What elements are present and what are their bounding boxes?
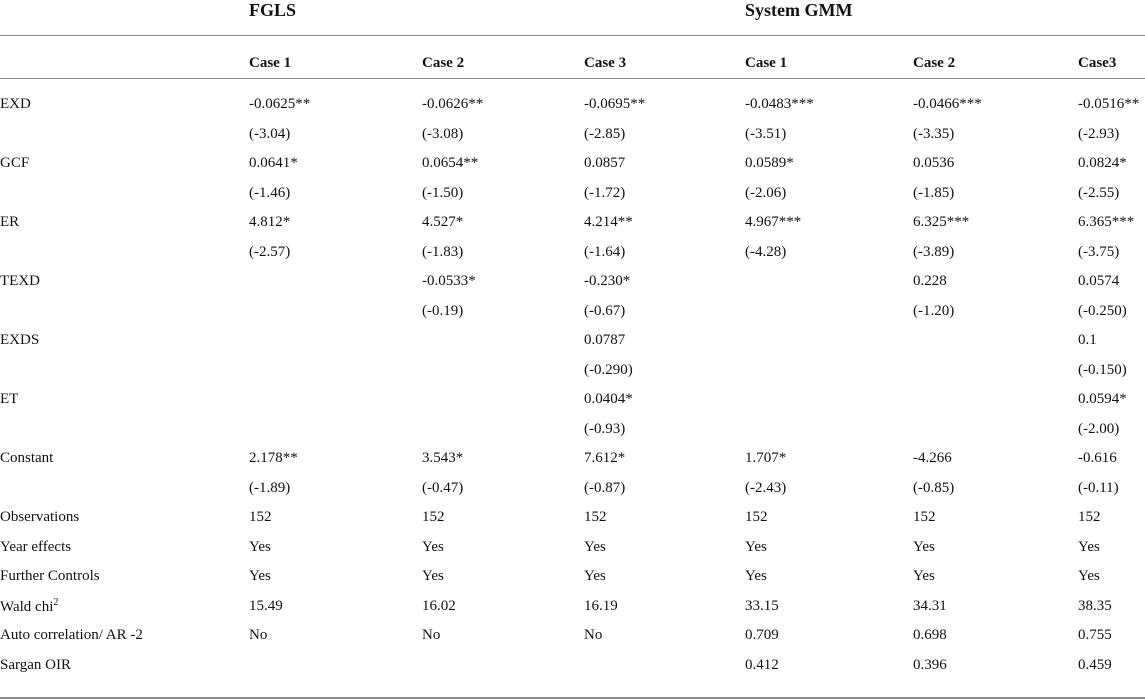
table-cell: 38.35 [1078,597,1112,614]
table-cell: 4.812* [249,214,291,231]
table-cell [249,356,422,386]
table-cell: 0.0857 [584,155,626,172]
table-cell: (-1.46) [249,184,291,201]
table-cell: 152 [422,509,445,526]
table-cell: (-1.50) [422,184,464,201]
table-cell: 4.214** [584,214,633,231]
column-header: Case 1 [249,54,292,71]
table-cell: 0.0536 [913,155,955,172]
rule-bottom [0,697,1145,699]
table-cell: 0.0787 [584,332,626,349]
table-row [0,621,1145,651]
row-label [0,179,249,209]
table-row [0,120,1145,150]
row-label-text: ET [0,391,19,408]
table-cell: 0.709 [745,627,779,644]
row-label [0,267,249,297]
column-header: Case 2 [422,54,465,71]
table-cell: (-2.06) [745,184,787,201]
table-row [0,415,1145,445]
row-label-text: EXDS [0,332,40,349]
table-cell: 16.02 [422,597,456,614]
table-cell: (-0.47) [422,479,464,496]
table-cell: 15.49 [249,597,283,614]
row-label [0,444,249,474]
table-cell: -0.0516** [1078,96,1140,113]
table-cell: (-0.67) [584,302,626,319]
table-cell: -0.0626** [422,96,484,113]
row-label [0,208,249,238]
table-cell [745,385,913,415]
table-row [0,238,1145,268]
table-cell: -0.0695** [584,96,646,113]
table-cell: 0.1 [1078,332,1097,349]
table-cell: -0.0466*** [913,96,982,113]
table-cell: No [249,627,268,644]
table-cell [913,385,1078,415]
table-cell: 4.967*** [745,214,802,231]
table-cell: (-1.83) [422,243,464,260]
table-cell: -0.0625** [249,96,311,113]
table-row [0,533,1145,563]
table-cell: (-1.85) [913,184,955,201]
row-label [0,120,249,150]
row-label [0,533,249,563]
table-cell: 152 [745,509,768,526]
table-cell: (-3.51) [745,125,787,142]
table-cell: (-0.11) [1078,479,1119,496]
table-cell: (-1.89) [249,479,291,496]
table-row [0,356,1145,386]
table-cell: (-0.93) [584,420,626,437]
table-cell [249,651,422,681]
table-cell: 4.527* [422,214,464,231]
row-label [0,651,249,681]
row-label-superscript: 2 [53,596,59,608]
row-label [0,326,249,356]
table-cell: (-2.93) [1078,125,1120,142]
table-cell: Yes [249,568,271,585]
table-cell: (-3.04) [249,125,291,142]
table-cell: -0.0533* [422,273,476,290]
table-row [0,208,1145,238]
table-cell: (-2.57) [249,243,291,260]
table-cell: (-3.75) [1078,243,1120,260]
table-cell: 0.0589* [745,155,794,172]
table-row [0,297,1145,327]
table-cell [249,326,422,356]
column-header: Case 3 [584,54,627,71]
table-cell [249,267,422,297]
table-cell: Yes [422,568,444,585]
table-cell [745,267,913,297]
row-label-text: GCF [0,155,30,172]
table-cell: Yes [584,568,606,585]
group-label-system-gmm: System GMM [745,0,853,20]
table-cell: 0.0594* [1078,391,1127,408]
table-cell: Yes [584,538,606,555]
table-cell [422,651,584,681]
table-cell: Yes [913,568,935,585]
row-label-text: Wald chi [0,598,54,615]
table-row [0,90,1145,120]
table-cell: 16.19 [584,597,618,614]
table-cell: Yes [249,538,271,555]
row-label [0,238,249,268]
table-cell: (-0.290) [584,361,633,378]
table-cell: -0.230* [584,273,631,290]
row-label-text: Year effects [0,538,72,555]
row-label-text: Further Controls [0,568,100,585]
group-label-fgls: FGLS [249,0,297,20]
table-row [0,444,1145,474]
table-cell: 152 [584,509,607,526]
table-body [0,78,1145,680]
table-cell: (-0.87) [584,479,626,496]
table-cell: 0.0404* [584,391,633,408]
table-cell: Yes [745,538,767,555]
table-row [0,267,1145,297]
regression-table [0,48,1145,680]
table-cell: No [422,627,441,644]
table-cell: -0.616 [1078,450,1117,467]
table-cell: 0.0574 [1078,273,1120,290]
table-cell: (-2.43) [745,479,787,496]
table-cell: (-0.19) [422,302,464,319]
table-cell: Yes [422,538,444,555]
table-cell [745,326,913,356]
table-cell: (-4.28) [745,243,787,260]
row-label [0,356,249,386]
row-label [0,562,249,592]
row-label-text: Observations [0,509,80,526]
table-row [0,326,1145,356]
table-row [0,179,1145,209]
table-cell: (-3.08) [422,125,464,142]
table-row [0,592,1145,622]
table-cell [422,415,584,445]
table-cell [745,415,913,445]
column-header-row [0,48,1145,78]
table-cell: 0.698 [913,627,947,644]
table-cell: -4.266 [913,450,952,467]
table-cell: 152 [249,509,272,526]
table-row [0,149,1145,179]
rule-top [0,35,1145,36]
table-cell: 3.543* [422,450,464,467]
table-cell: 7.612* [584,450,626,467]
table-cell [584,651,745,681]
table-cell: (-1.64) [584,243,626,260]
row-label-text: Sargan OIR [0,656,71,673]
table-cell: 0.0654** [422,155,479,172]
column-header-label [0,48,249,78]
table-cell: (-3.89) [913,243,955,260]
row-label-text: Auto correlation/ AR -2 [0,627,143,644]
table-cell [745,356,913,386]
table-cell: Yes [1078,538,1100,555]
table-cell: Yes [913,538,935,555]
table-cell: (-0.85) [913,479,955,496]
table-cell [422,326,584,356]
table-cell: Yes [1078,568,1100,585]
table-cell [913,356,1078,386]
table-cell: (-0.150) [1078,361,1127,378]
row-label-text: TEXD [0,273,40,290]
row-label-text: Constant [0,450,54,467]
table-cell [745,297,913,327]
table-cell: (-2.55) [1078,184,1120,201]
table-row [0,385,1145,415]
table-row [0,651,1145,681]
row-label [0,415,249,445]
table-cell: 0.459 [1078,656,1112,673]
table-cell [249,385,422,415]
table-cell [249,297,422,327]
spacer-row [0,78,1145,90]
row-label [0,621,249,651]
row-label [0,592,249,622]
table-cell: 0.0641* [249,155,298,172]
table-row [0,474,1145,504]
table-cell [913,415,1078,445]
column-header: Case3 [1078,54,1117,71]
table-row [0,562,1145,592]
column-header: Case 2 [913,54,956,71]
row-label [0,474,249,504]
table-cell: 152 [1078,509,1101,526]
table-cell [422,385,584,415]
table-cell: (-2.00) [1078,420,1120,437]
row-label [0,297,249,327]
table-cell [249,415,422,445]
table-cell: (-0.250) [1078,302,1127,319]
table-cell: 1.707* [745,450,787,467]
table-cell: No [584,627,603,644]
table-cell: 2.178** [249,450,298,467]
row-label-text: ER [0,214,20,231]
row-label [0,503,249,533]
table-cell: 33.15 [745,597,779,614]
table-cell: (-3.35) [913,125,955,142]
row-label [0,385,249,415]
table-row [0,503,1145,533]
table-cell: -0.0483*** [745,96,814,113]
table-cell: 6.325*** [913,214,970,231]
table-cell: Yes [745,568,767,585]
table-cell [913,326,1078,356]
table-cell [422,356,584,386]
table-cell: (-2.85) [584,125,626,142]
row-label [0,90,249,120]
group-header [0,0,1145,34]
table-cell: 6.365*** [1078,214,1135,231]
row-label [0,149,249,179]
column-header: Case 1 [745,54,788,71]
table-cell: 0.412 [745,656,779,673]
row-label-text: EXD [0,96,31,113]
table-cell: (-1.72) [584,184,626,201]
table-cell: 0.228 [913,273,947,290]
table-cell: (-1.20) [913,302,955,319]
table-cell: 0.396 [913,656,947,673]
table-cell: 0.755 [1078,627,1112,644]
table-cell: 152 [913,509,936,526]
table-cell: 0.0824* [1078,155,1127,172]
table-cell: 34.31 [913,597,947,614]
